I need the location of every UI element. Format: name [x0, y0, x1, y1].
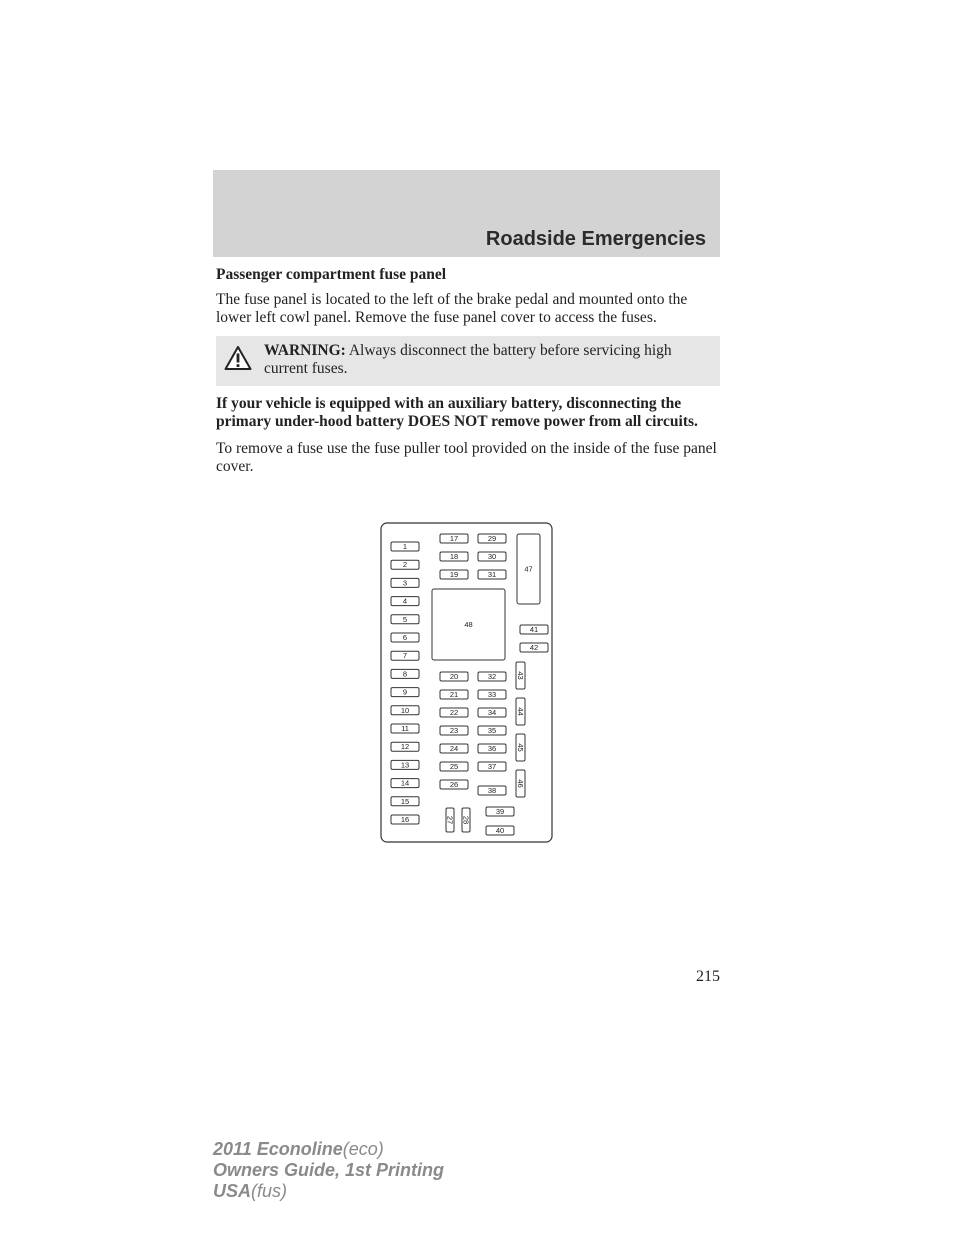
fuse-44: [516, 698, 525, 725]
fuse-label-42: 42: [529, 643, 539, 652]
page-header-title: Roadside Emergencies: [485, 228, 706, 250]
fuse-label-16: 16: [400, 815, 410, 824]
warning-text-block: [264, 342, 714, 378]
fuse-8: [391, 669, 419, 678]
footer-model-code: (eco): [342, 1139, 384, 1159]
fuse-label-6: 6: [402, 633, 408, 642]
fuse-label-28: 28: [461, 815, 471, 825]
fuse-25: [440, 762, 468, 771]
fuse-label-22: 22: [449, 708, 459, 717]
fuse-14: [391, 779, 419, 788]
footer-line-1: [213, 1139, 444, 1160]
fuse-28: [462, 808, 471, 832]
fuse-27: [446, 808, 455, 832]
fuse-47: [517, 534, 540, 604]
fuse-label-12: 12: [400, 742, 410, 752]
fuse-label-4: 4: [402, 596, 408, 606]
fuse-label-25: 25: [449, 762, 459, 771]
fuse-1: [391, 542, 419, 551]
fuse-label-39: 39: [495, 807, 505, 816]
fuse-2: [391, 560, 419, 569]
fuse-18: [440, 552, 468, 561]
fuse-34: [478, 708, 506, 717]
fuse-panel-diagram: [380, 522, 554, 844]
fuse-label-9: 9: [402, 687, 408, 697]
fuse-39: [486, 807, 514, 816]
fuse-12: [391, 742, 419, 751]
fuse-label-3: 3: [402, 578, 408, 588]
fuse-48: [432, 589, 505, 660]
fuse-13: [391, 760, 419, 769]
warning-box: [216, 336, 720, 386]
fuse-label-36: 36: [487, 744, 497, 753]
footer-market-code: (fus): [251, 1181, 288, 1201]
header-band: [213, 170, 720, 257]
fuse-label-18: 18: [449, 552, 459, 561]
fuse-7: [391, 651, 419, 660]
fuse-23: [440, 726, 468, 735]
fuse-label-27: 27: [445, 815, 455, 825]
section-heading: Passenger compartment fuse panel: [216, 266, 447, 283]
fuse-label-1: 1: [402, 542, 408, 551]
fuse-46: [516, 770, 525, 797]
fuse-33: [478, 690, 506, 699]
fuse-label-11: 11: [401, 724, 409, 733]
fuse-38: [478, 786, 506, 795]
fuse-label-40: 40: [495, 826, 505, 835]
fuse-label-23: 23: [449, 726, 459, 735]
fuse-4: [391, 597, 419, 606]
fuse-label-8: 8: [402, 669, 408, 679]
fuse-label-26: 26: [449, 780, 459, 789]
fuse-label-37: 37: [487, 762, 497, 771]
auxiliary-battery-note: If your vehicle is equipped with an auxiliary battery, disconnecting the primary under-hood battery DOES NOT remove power from all circuits.: [216, 395, 698, 430]
fuse-label-29: 29: [487, 534, 497, 543]
fuse-30: [478, 552, 506, 561]
fuse-24: [440, 744, 468, 753]
fuse-label-47: 47: [524, 564, 533, 574]
fuse-label-13: 13: [400, 760, 410, 770]
fuse-45: [516, 734, 525, 761]
fuse-5: [391, 615, 419, 624]
fuse-label-14: 14: [400, 778, 410, 788]
fuse-label-2: 2: [402, 560, 408, 570]
content-area: [216, 266, 720, 485]
fuse-9: [391, 688, 419, 697]
footer-line-3: [213, 1181, 444, 1202]
fuse-label-5: 5: [402, 614, 408, 624]
fuse-36: [478, 744, 506, 753]
fuse-42: [520, 643, 548, 652]
intro-paragraph: The fuse panel is located to the left of the brake pedal and mounted onto the lower left cowl panel. Remove the fuse panel cover to access the fuses.: [216, 291, 688, 326]
fuse-10: [391, 706, 419, 715]
fuse-label-44: 44: [516, 707, 525, 716]
fuse-40: [486, 826, 514, 835]
fuse-41: [520, 625, 548, 634]
fuse-3: [391, 578, 419, 587]
fuse-label-34: 34: [487, 708, 497, 717]
fuse-label-31: 31: [487, 570, 497, 579]
fuse-label-20: 20: [449, 672, 459, 681]
fuse-label-35: 35: [487, 726, 497, 735]
warning-label: WARNING:: [264, 342, 346, 359]
fuse-label-38: 38: [487, 786, 497, 795]
fuse-20: [440, 672, 468, 681]
fuse-label-15: 15: [400, 796, 410, 806]
fuse-16: [391, 815, 419, 824]
fuse-26: [440, 780, 468, 789]
fuse-label-46: 46: [516, 779, 525, 788]
fuse-label-19: 19: [449, 570, 459, 579]
fuse-31: [478, 570, 506, 579]
footer-market: USA: [213, 1181, 252, 1201]
fuse-label-10: 10: [400, 705, 410, 715]
fuse-19: [440, 570, 468, 579]
fuse-label-45: 45: [516, 743, 525, 752]
fuse-17: [440, 534, 468, 543]
fuse-label-33: 33: [487, 690, 497, 699]
fuse-37: [478, 762, 506, 771]
warning-triangle-icon: [224, 345, 252, 371]
footer-guide: Owners Guide, 1st Printing: [213, 1160, 445, 1180]
fuse-22: [440, 708, 468, 717]
fuse-43: [516, 662, 525, 689]
warning-message: Always disconnect the battery before servicing high current fuses.: [264, 342, 672, 377]
fuse-32: [478, 672, 506, 681]
fuse-21: [440, 690, 468, 699]
fuse-label-43: 43: [516, 671, 525, 680]
fuse-15: [391, 797, 419, 806]
fuse-panel-svg: [380, 522, 554, 844]
footer: [213, 1139, 444, 1202]
fuse-11: [391, 724, 419, 733]
fuse-29: [478, 534, 506, 543]
fuse-puller-instruction: To remove a fuse use the fuse puller tool provided on the inside of the fuse panel cover.: [216, 440, 717, 475]
fuse-label-48: 48: [464, 620, 473, 629]
fuse-label-7: 7: [402, 651, 408, 661]
fuse-label-24: 24: [449, 744, 459, 753]
fuse-label-21: 21: [449, 690, 459, 699]
fuse-35: [478, 726, 506, 735]
fuse-label-32: 32: [487, 672, 497, 681]
fuse-6: [391, 633, 419, 642]
fuse-label-30: 30: [487, 552, 497, 561]
fuse-label-17: 17: [449, 534, 459, 543]
fuse-label-41: 41: [529, 625, 539, 634]
footer-line-2: [213, 1160, 444, 1181]
footer-model: 2011 Econoline: [213, 1139, 343, 1159]
page-number: 215: [696, 968, 720, 985]
